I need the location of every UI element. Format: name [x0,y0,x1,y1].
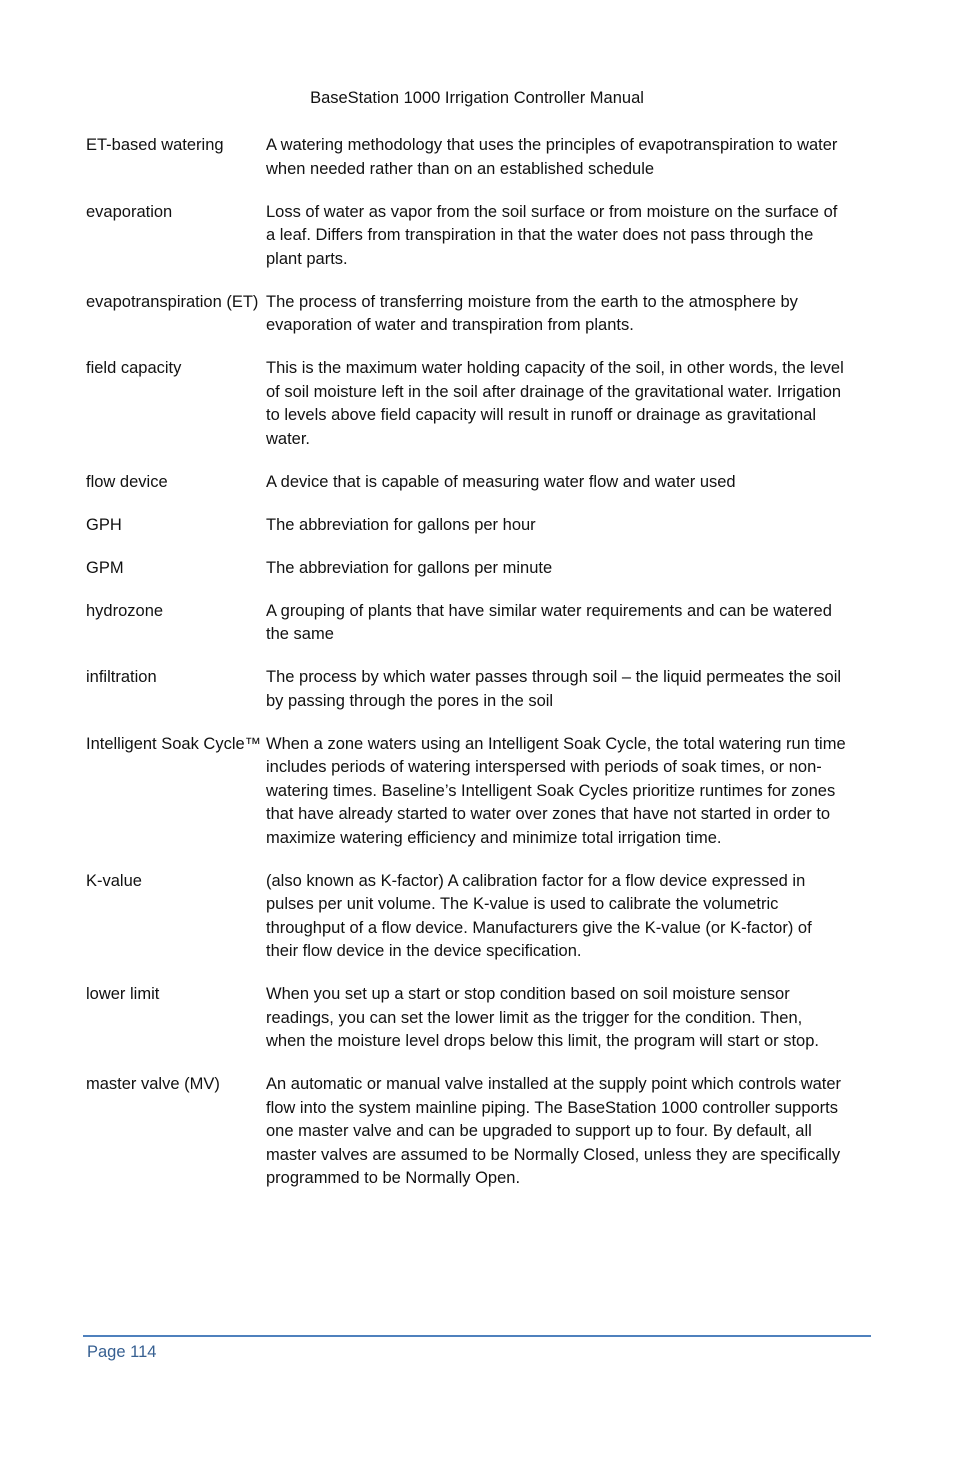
glossary-entry [86,600,866,647]
glossary-entry [86,733,866,851]
running-header: BaseStation 1000 Irrigation Controller Manual [310,89,644,107]
glossary-term: flow device [86,472,168,491]
glossary-entry [86,291,866,338]
glossary-entry [86,870,866,964]
glossary-term: GPH [86,515,122,534]
glossary-definition: The process of transferring moisture from the earth to the atmosphere by evaporation of water and transpiration from plants. [266,292,798,334]
page-number: Page 114 [87,1343,157,1361]
glossary-definition: (also known as K-factor) A calibration factor for a flow device expressed in pulses per unit volume. The K-value is used to calibrate the volumetric throughput of a flow device. Manufacturers give the K-value (or K-factor) of their flow device in the device specification. [266,871,812,960]
glossary-definition: When a zone waters using an Intelligent Soak Cycle, the total watering run time includes periods of watering interspersed with periods of soak times, or non-watering times. Baseline’s Intelligent Soak Cycles prioritize runtimes for zones that have already started to water over zones that have not started in order to maximize watering efficiency and minimize total irrigation time. [266,734,846,847]
glossary-definition: The abbreviation for gallons per hour [266,515,536,534]
glossary-term: hydrozone [86,601,164,620]
glossary-definition: A grouping of plants that have similar water requirements and can be watered the same [266,601,832,643]
glossary-entry [86,666,866,713]
glossary-entry [86,514,866,538]
footer-divider [83,1335,871,1337]
glossary-term: infiltration [86,668,157,686]
glossary-term: evaporation [86,202,173,221]
glossary-definition: An automatic or manual valve installed at the supply point which controls water flow into the system mainline piping. The BaseStation 1000 controller supports one master valve and can be upgraded to support up to four. By default, all master valves are assumed to be Normally Closed, unless they are specifically programmed to be Normally Open. [266,1075,842,1187]
glossary-entry [86,557,866,581]
glossary-list [86,134,866,1210]
glossary-definition: A device that is capable of measuring water flow and water used [266,472,736,491]
glossary-term: Intelligent Soak Cycle™ [86,734,262,753]
glossary-definition: The process by which water passes through soil – the liquid permeates the soil by passing through the pores in the soil [266,668,842,710]
glossary-definition: This is the maximum water holding capacity of the soil, in other words, the level of soil moisture left in the soil after drainage of the gravitational water. Irrigation to levels above field capacity will result in runoff or drainage as gravitational water. [266,359,844,448]
glossary-entry [86,201,866,272]
glossary-entry [86,471,866,495]
glossary-term: lower limit [86,985,160,1003]
glossary-entry [86,357,866,451]
glossary-entry [86,134,866,181]
glossary-definition: A watering methodology that uses the principles of evapotranspiration to water when needed rather than on an established schedule [266,136,838,178]
glossary-entry [86,1073,866,1191]
glossary-term: GPM [86,558,124,577]
glossary-term: ET-based watering [86,136,224,154]
glossary-term: K-value [86,871,142,890]
glossary-definition: The abbreviation for gallons per minute [266,558,553,577]
glossary-term: evapotranspiration (ET) [86,292,259,311]
glossary-definition: When you set up a start or stop condition based on soil moisture sensor readings, you can set the lower limit as the trigger for the condition. Then, when the moisture level drops below this limit, the program will start or stop. [266,985,819,1050]
glossary-entry [86,983,866,1054]
glossary-term: master valve (MV) [86,1075,220,1093]
glossary-definition: Loss of water as vapor from the soil surface or from moisture on the surface of a leaf. Differs from transpiration in that the water does not pass through the plant parts. [266,202,838,268]
glossary-term: field capacity [86,359,182,377]
